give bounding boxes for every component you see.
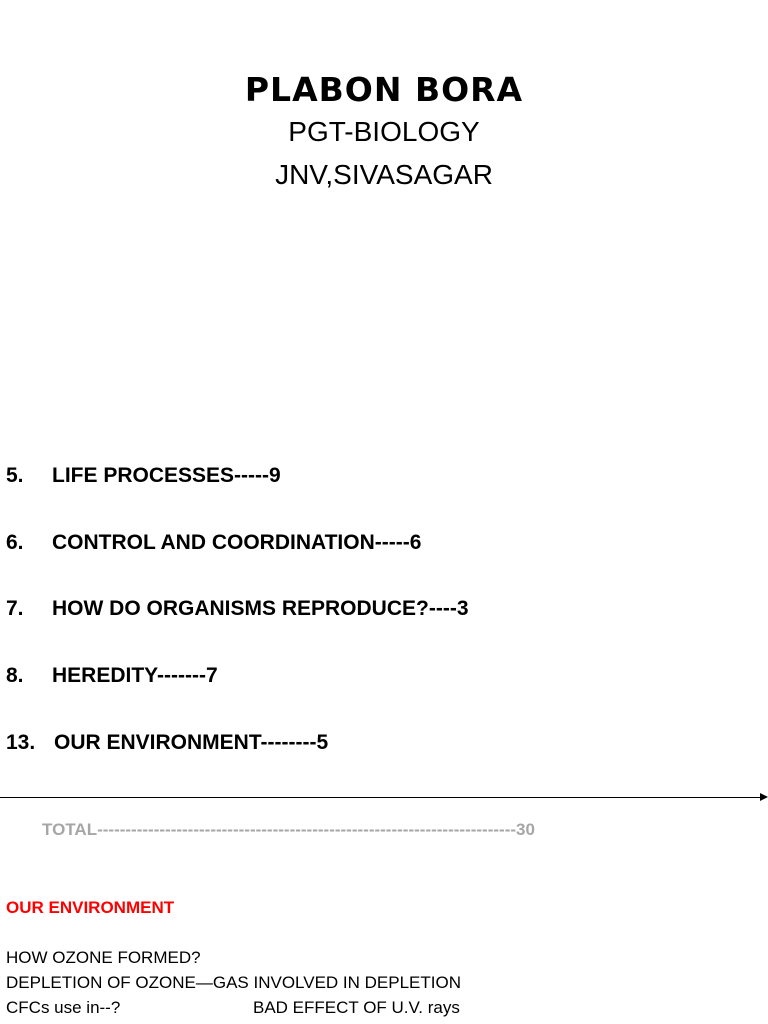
topic-item: [6, 531, 421, 555]
total-dashes: --------------------------------------------------------------------------: [97, 820, 517, 839]
topic-text: OUR ENVIRONMENT--------5: [54, 731, 329, 754]
school-name: JNV,SIVASAGAR: [275, 159, 493, 190]
topic-number: 13.: [6, 731, 36, 754]
topic-text: HOW DO ORGANISMS REPRODUCE?----3: [52, 597, 469, 620]
topic-item: [6, 464, 281, 488]
topic-number: 8.: [6, 664, 24, 687]
note-line: DEPLETION OF OZONE—GAS INVOLVED IN DEPLETION: [6, 973, 461, 992]
divider-arrow-line: [0, 797, 762, 798]
arrow-head-icon: [760, 793, 768, 801]
total-label: TOTAL: [42, 820, 98, 839]
note-line: CFCs use in--?: [6, 998, 121, 1017]
topic-number: 7.: [6, 597, 24, 620]
topic-text: CONTROL AND COORDINATION-----6: [52, 531, 422, 554]
topic-text: HEREDITY-------7: [52, 664, 218, 687]
section-title: OUR ENVIRONMENT: [6, 898, 175, 917]
topic-number: 5.: [6, 464, 24, 487]
note-line: HOW OZONE FORMED?: [6, 948, 201, 967]
author-designation: PGT-BIOLOGY: [288, 116, 480, 147]
topic-text: LIFE PROCESSES-----9: [52, 464, 281, 487]
topic-item: [6, 597, 469, 621]
total-line: [42, 820, 535, 840]
author-name: PLABON BORA: [244, 70, 524, 109]
total-value: 30: [516, 820, 535, 839]
topic-number: 6.: [6, 531, 24, 554]
topic-item: [6, 664, 218, 688]
topic-item: [6, 731, 328, 755]
note-side: BAD EFFECT OF U.V. rays: [253, 998, 460, 1017]
